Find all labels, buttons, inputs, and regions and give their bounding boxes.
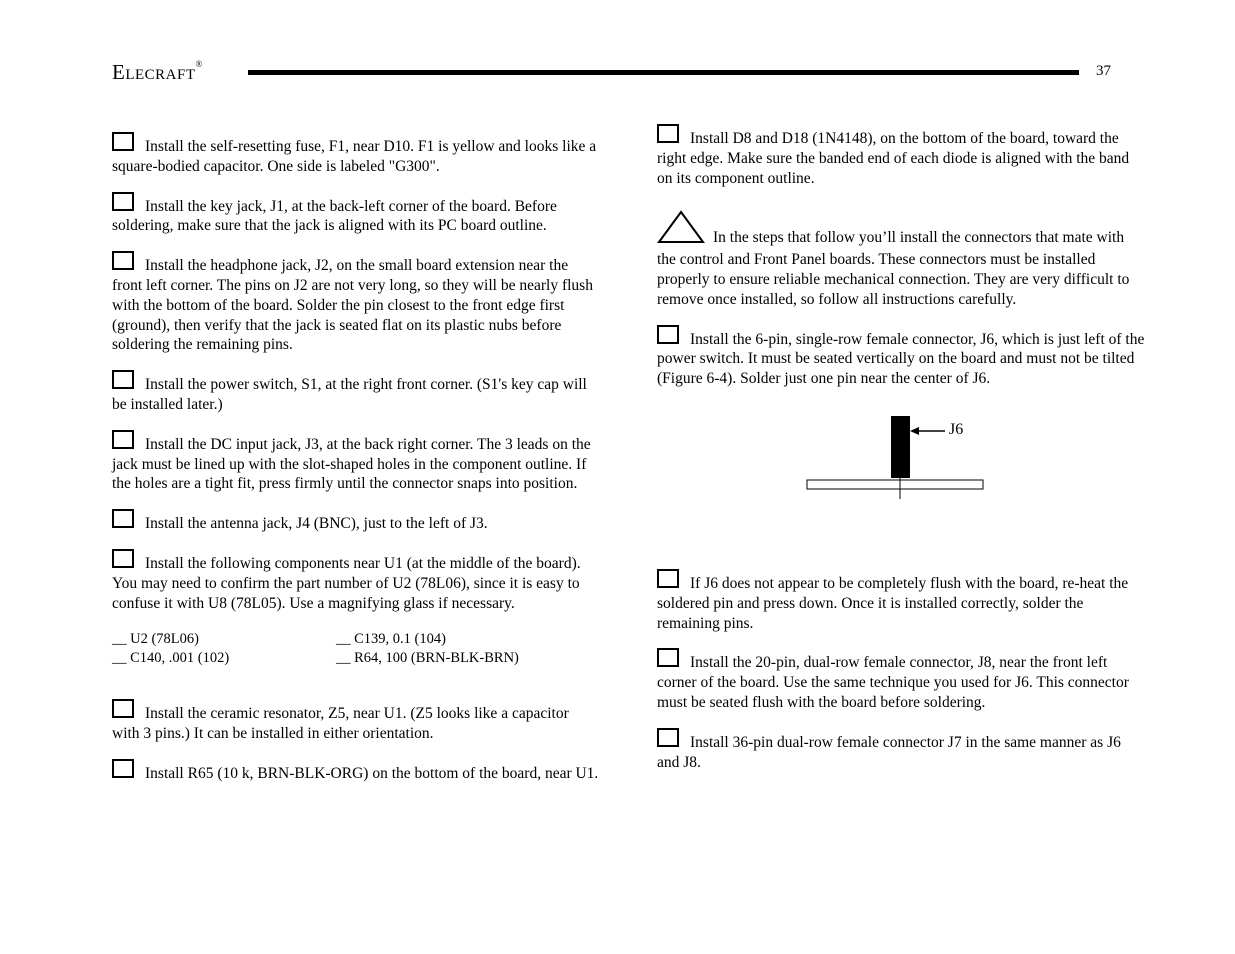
j6-connector-shape xyxy=(891,416,910,478)
part-item: __ C139, 0.1 (104) xyxy=(336,631,446,648)
checkbox-icon[interactable] xyxy=(112,509,134,528)
pc-board-shape xyxy=(807,480,983,489)
checkbox-icon[interactable] xyxy=(112,759,134,778)
warning-note: In the steps that follow you’ll install the connectors that mate with the control and Front Panel boards. These connectors must be installed properly to ensure reliable mechanical connection. They are very difficult to remove once installed, so follow all instructions carefully. xyxy=(657,210,1145,309)
checkbox-icon[interactable] xyxy=(657,728,679,747)
checkbox-icon[interactable] xyxy=(112,251,134,270)
part-item: __ R64, 100 (BRN-BLK-BRN) xyxy=(336,650,519,667)
checkbox-icon[interactable] xyxy=(657,569,679,588)
parts-list xyxy=(112,630,600,670)
brand-logo: ELECRAFT® xyxy=(112,59,203,84)
step-install-key-jack: Install the key jack, J1, at the back-left corner of the board. Before soldering, make sure that the jack is aligned with its PC board outline. xyxy=(112,192,600,237)
checkbox-icon[interactable] xyxy=(112,192,134,211)
checkbox-icon[interactable] xyxy=(112,430,134,449)
checkbox-icon[interactable] xyxy=(112,699,134,718)
header-rule xyxy=(248,70,1079,75)
figure-j6-connector xyxy=(657,389,1145,569)
left-column xyxy=(112,132,600,784)
step-install-dc-jack: Install the DC input jack, J3, at the back right corner. The 3 leads on the jack must be lined up with the slot-shaped holes in the component outline. If the holes are a tight fit, press firmly until the connector snaps into position. xyxy=(112,430,600,494)
step-install-r65: Install R65 (10 k, BRN-BLK-ORG) on the bottom of the board, near U1. xyxy=(112,759,600,784)
step-reheat-j6: If J6 does not appear to be completely flush with the board, re-heat the soldered pin and press down. Once it is installed correctly, solder the remaining pins. xyxy=(657,569,1145,633)
step-install-power-switch: Install the power switch, S1, at the right front corner. (S1's key cap will be installed later.) xyxy=(112,370,600,415)
checkbox-icon[interactable] xyxy=(112,549,134,568)
page-number: 37 xyxy=(1096,63,1111,79)
step-install-headphone-jack: Install the headphone jack, J2, on the small board extension near the front left corner. The pins on J2 are not very long, so they will be nearly flush with the bottom of the board. Solder the pin closest to the front edge first (ground), then verify that the jack is seated flat on its plastic nubs before soldering the remaining pins. xyxy=(112,251,600,355)
checkbox-icon[interactable] xyxy=(112,132,134,151)
step-install-j7: Install 36-pin dual-row female connector J7 in the same manner as J6 and J8. xyxy=(657,728,1145,773)
part-item: __ C140, .001 (102) xyxy=(112,650,230,667)
j6-connector-diagram xyxy=(657,389,1145,569)
arrow-head-icon xyxy=(910,427,919,435)
warning-triangle-icon xyxy=(657,210,705,250)
checkbox-icon[interactable] xyxy=(657,124,679,143)
step-install-u1-components: Install the following components near U1 (at the middle of the board). You may need to confirm the part number of U2 (78L06), since it is easy to confuse it with U8 (78L05). Use a magnifying glass if necessary. xyxy=(112,549,600,613)
checkbox-icon[interactable] xyxy=(657,648,679,667)
step-install-diodes: Install D8 and D18 (1N4148), on the bottom of the board, toward the right edge. Make sure the banded end of each diode is aligned with the band on its component outline. xyxy=(657,124,1145,188)
checkbox-icon[interactable] xyxy=(112,370,134,389)
step-install-antenna-jack: Install the antenna jack, J4 (BNC), just to the left of J3. xyxy=(112,509,600,534)
right-column xyxy=(657,124,1145,772)
page-header xyxy=(112,58,1122,88)
step-install-fuse: Install the self-resetting fuse, F1, near D10. F1 is yellow and looks like a square-bodied capacitor. One side is labeled "G300". xyxy=(112,132,600,177)
step-install-j8: Install the 20-pin, dual-row female connector, J8, near the front left corner of the board. Use the same technique you used for J6. This connector must be seated flush with the board before soldering. xyxy=(657,648,1145,712)
step-install-resonator: Install the ceramic resonator, Z5, near U1. (Z5 looks like a capacitor with 3 pins.) It can be installed in either orientation. xyxy=(112,699,600,744)
step-install-j6: Install the 6-pin, single-row female connector, J6, which is just left of the power switch. It must be seated vertically on the board and must not be tilted (Figure 6-4). Solder just one pin near the center of J6. xyxy=(657,325,1145,389)
figure-label-j6: J6 xyxy=(949,420,964,438)
checkbox-icon[interactable] xyxy=(657,325,679,344)
part-item: __ U2 (78L06) xyxy=(112,631,199,648)
